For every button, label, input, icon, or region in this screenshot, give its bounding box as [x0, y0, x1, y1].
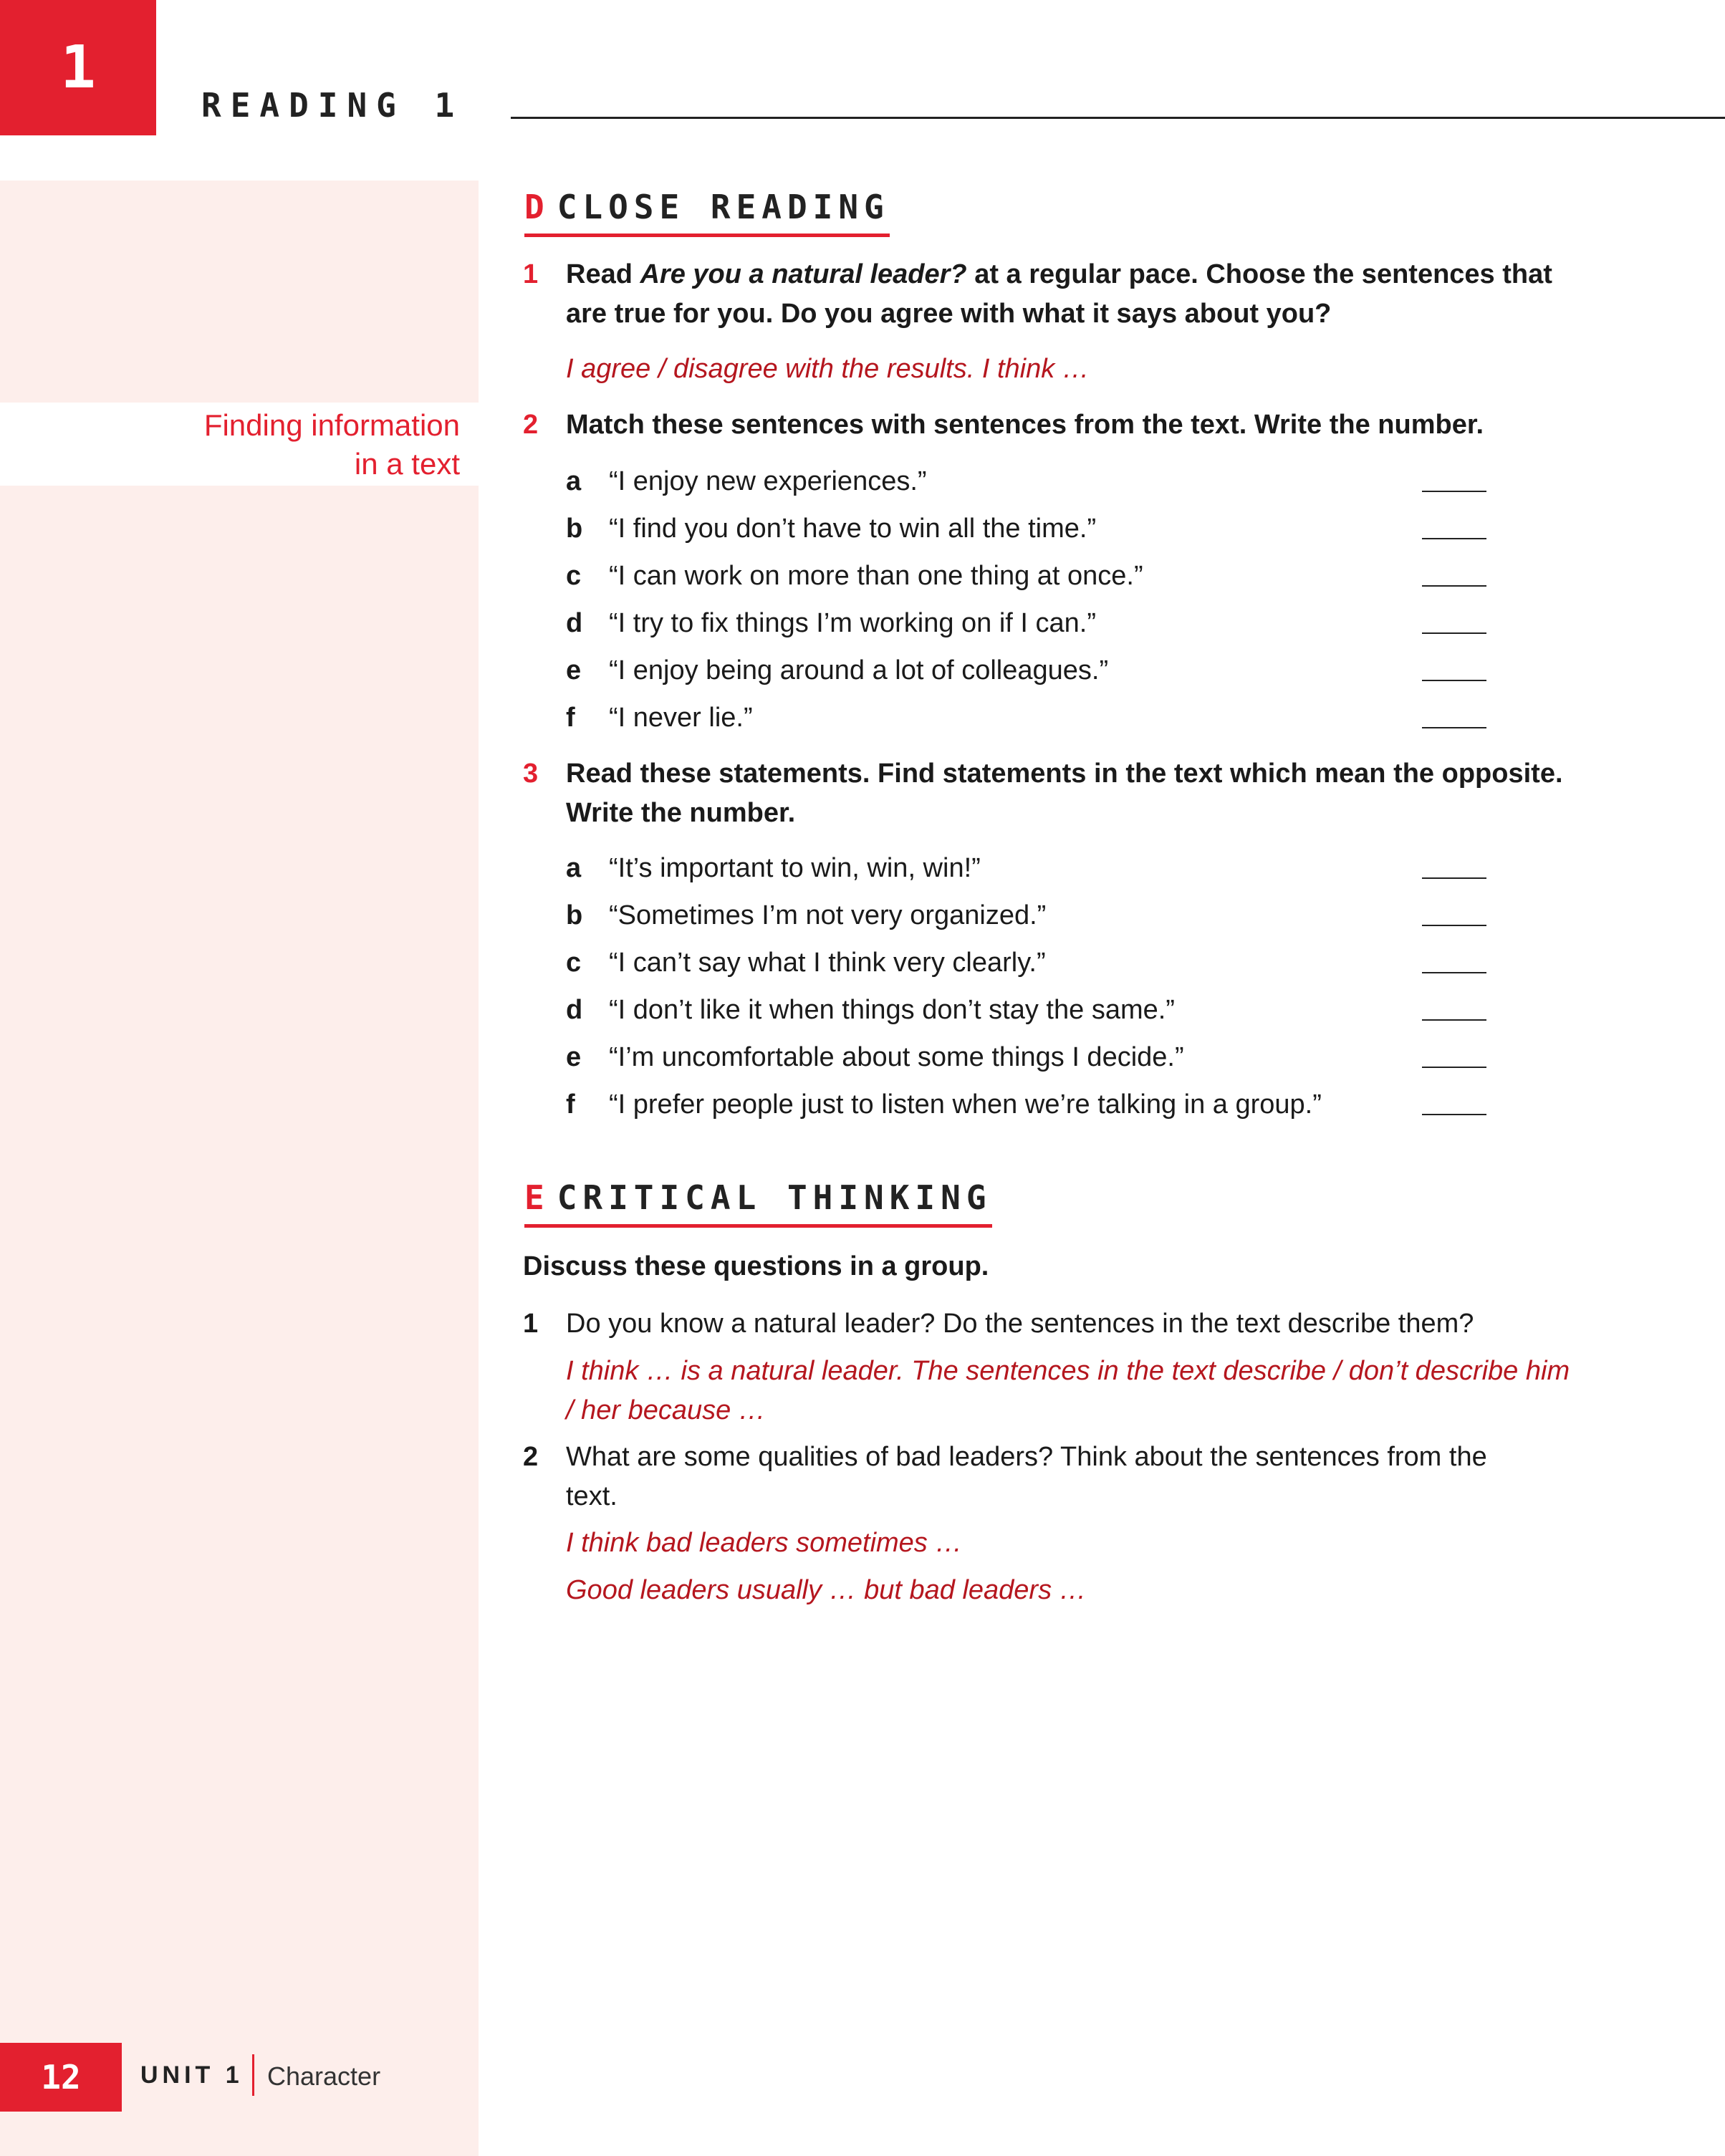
item-letter: d	[566, 608, 583, 638]
item-sentence: “I can work on more than one thing at once.”	[609, 561, 1143, 591]
item-letter: b	[566, 514, 583, 544]
question-text: What are some qualities of bad leaders? Think about the sentences from the text.	[566, 1442, 1487, 1511]
item-letter: e	[566, 655, 582, 685]
section-d-title: CLOSE READING	[557, 188, 890, 226]
discussion-intro: Discuss these questions in a group.	[523, 1251, 989, 1281]
answer-blank[interactable]	[1422, 1067, 1486, 1068]
item-sentence: “I prefer people just to listen when we’re talking in a group.”	[609, 1089, 1322, 1120]
item-sentence: “Sometimes I’m not very organized.”	[609, 900, 1047, 930]
item-letter: e	[566, 1042, 582, 1072]
text-title: Are you a natural leader?	[640, 259, 967, 289]
section-title: READING 1	[201, 86, 464, 125]
section-e-heading	[524, 1178, 992, 1228]
sidebar-note-text	[30, 406, 460, 483]
item-letter: a	[566, 853, 582, 883]
answer-prompt-group	[566, 1524, 1583, 1610]
item-letter: c	[566, 561, 582, 591]
footer-unit-label: UNIT 1	[140, 2061, 244, 2089]
answer-blank[interactable]	[1422, 727, 1486, 728]
answer-blank[interactable]	[1422, 972, 1486, 973]
header-rule	[511, 117, 1725, 119]
question-text: Read Are you a natural leader? at a regular pace. Choose the sentences that are true for you. Do you agree with what it says about you?	[566, 259, 1552, 329]
question-text: Match these sentences with sentences from the text. Write the number.	[566, 410, 1484, 440]
item-letter: a	[566, 466, 582, 496]
unit-number-tab: 1	[0, 0, 156, 135]
item-sentence: “I try to fix things I’m working on if I can.”	[609, 608, 1096, 638]
answer-blank[interactable]	[1422, 680, 1486, 681]
answer-prompt: I think bad leaders sometimes …	[566, 1528, 963, 1558]
answer-blank[interactable]	[1422, 632, 1486, 634]
answer-prompt: I think … is a natural leader. The sentences in the text describe / don’t describe him / her because …	[566, 1356, 1570, 1425]
footer-topic: Character	[267, 2061, 381, 2091]
item-letter: d	[566, 995, 583, 1025]
question-number: 1	[523, 1309, 539, 1339]
footer-divider	[252, 2054, 254, 2096]
question-number: 3	[523, 759, 539, 789]
answer-blank[interactable]	[1422, 491, 1486, 492]
answer-blank[interactable]	[1422, 1114, 1486, 1115]
section-e-title: CRITICAL THINKING	[557, 1178, 992, 1217]
sidebar-note-line1: Finding information	[203, 408, 460, 442]
page-number: 12	[0, 2043, 122, 2112]
item-sentence: “I never lie.”	[609, 703, 753, 733]
item-letter: c	[566, 948, 582, 978]
answer-prompt: Good leaders usually … but bad leaders …	[566, 1575, 1087, 1605]
item-sentence: “I find you don’t have to win all the time.”	[609, 514, 1097, 544]
item-sentence: “It’s important to win, win, win!”	[609, 853, 981, 883]
item-sentence: “I can’t say what I think very clearly.”	[609, 948, 1046, 978]
sidebar-note-line2: in a text	[354, 447, 460, 481]
section-e-letter: E	[524, 1178, 550, 1217]
answer-blank[interactable]	[1422, 877, 1486, 879]
item-sentence: “I don’t like it when things don’t stay the same.”	[609, 995, 1175, 1025]
item-sentence: “I enjoy being around a lot of colleagues.”	[609, 655, 1109, 685]
answer-blank[interactable]	[1422, 538, 1486, 539]
answer-blank[interactable]	[1422, 585, 1486, 587]
section-d-letter: D	[524, 188, 550, 226]
question-text: Read these statements. Find statements in the text which mean the opposite. Write the number.	[566, 759, 1563, 828]
item-sentence: “I enjoy new experiences.”	[609, 466, 927, 496]
question-number: 2	[523, 1442, 539, 1472]
item-sentence: “I’m uncomfortable about some things I decide.”	[609, 1042, 1184, 1072]
item-letter: b	[566, 900, 583, 930]
answer-blank[interactable]	[1422, 1019, 1486, 1021]
answer-prompt: I agree / disagree with the results. I think …	[566, 354, 1090, 384]
item-letter: f	[566, 1089, 575, 1120]
section-d-heading	[524, 188, 890, 237]
question-number: 1	[523, 259, 539, 289]
sidebar-note	[0, 403, 479, 486]
item-letter: f	[566, 703, 575, 733]
question-text: Do you know a natural leader? Do the sentences in the text describe them?	[566, 1309, 1474, 1339]
question-number: 2	[523, 410, 539, 440]
answer-blank[interactable]	[1422, 925, 1486, 926]
